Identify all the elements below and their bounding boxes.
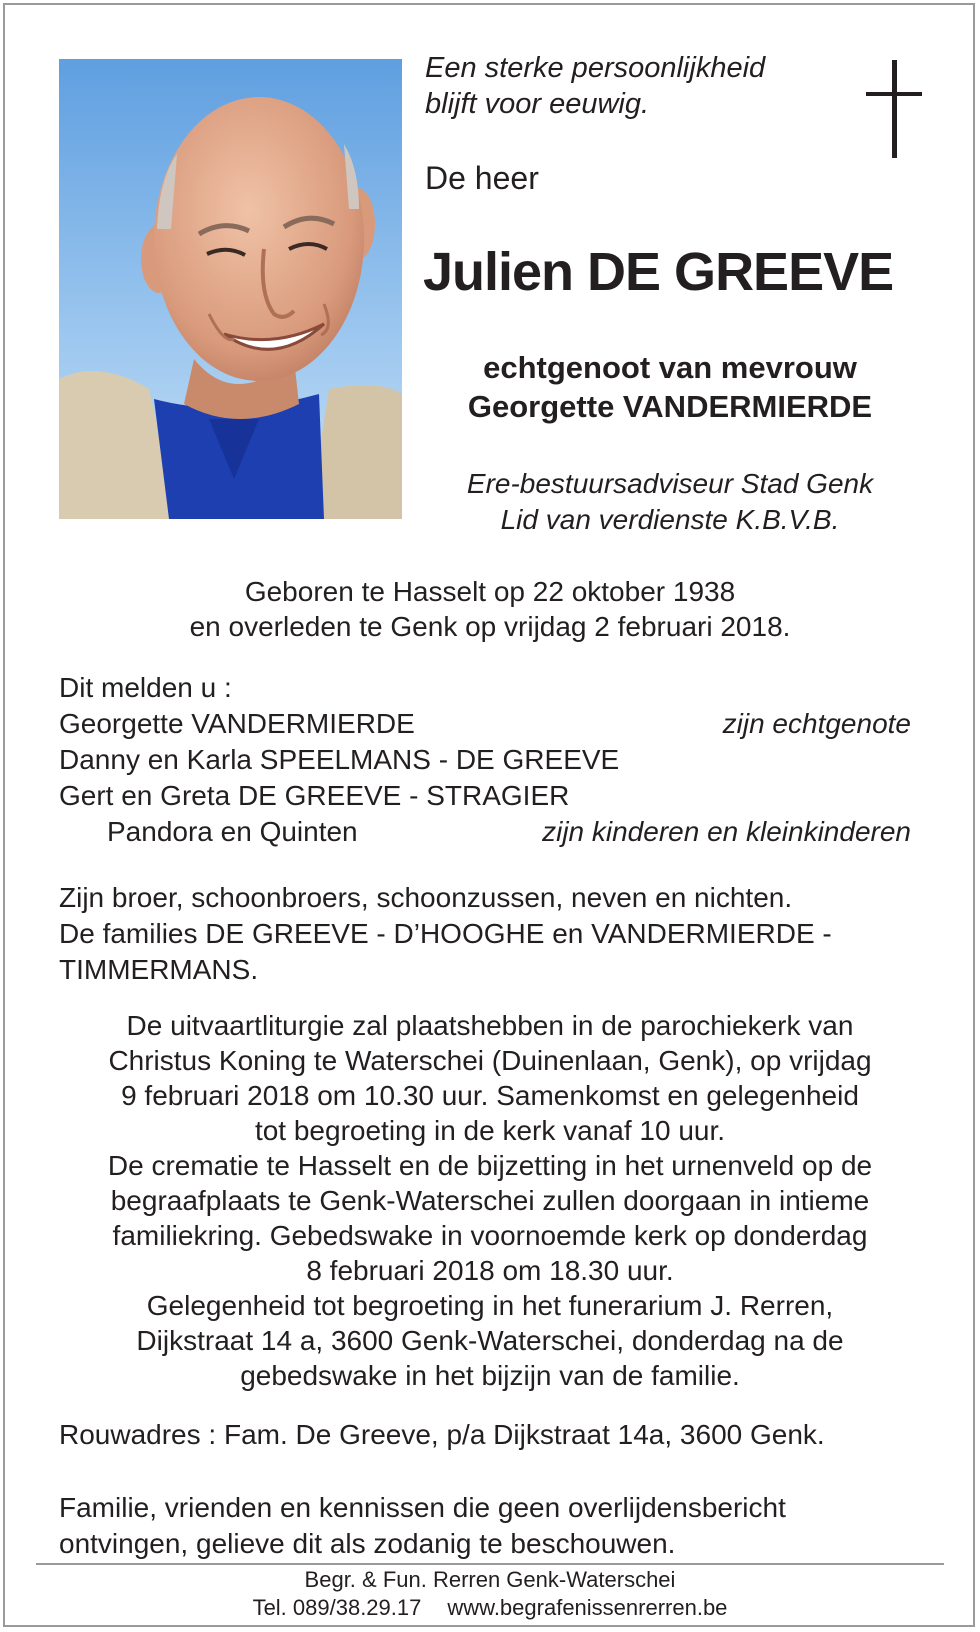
announcement-row xyxy=(59,742,911,778)
mourner-relation: zijn echtgenote xyxy=(722,708,911,739)
ceremony-line: De uitvaartliturgie zal plaatshebben in de parochiekerk van xyxy=(126,1010,854,1041)
ceremony-line: Christus Koning te Waterschei (Duinenlaan, Genk), op vrijdag xyxy=(108,1045,872,1076)
quote-line: Een sterke persoonlijkheid xyxy=(425,52,766,84)
honor-line: Lid van verdienste K.B.V.B. xyxy=(500,504,840,535)
family-line: De families DE GREEVE - D’HOOGHE en VANDERMIERDE - xyxy=(59,918,832,949)
funeral-home-name: Begr. & Fun. Rerren Genk-Waterschei xyxy=(304,1567,676,1592)
funeral-home-footer xyxy=(40,1566,940,1622)
cross-icon xyxy=(866,60,922,160)
honors xyxy=(420,466,920,538)
announcement-intro xyxy=(59,670,911,706)
birth-line: Geboren te Hasselt op 22 oktober 1938 xyxy=(244,576,736,607)
portrait-photo xyxy=(59,59,402,519)
family-line: TIMMERMANS. xyxy=(59,954,259,985)
birth-death-info xyxy=(40,574,940,644)
ceremony-details xyxy=(40,1008,940,1393)
ceremony-line: gebedswake in het bijzijn van de familie. xyxy=(240,1360,740,1391)
announcement xyxy=(59,670,911,850)
mourner-name: Pandora en Quinten xyxy=(107,816,358,847)
footer-divider xyxy=(36,1563,944,1565)
deceased-name: Julien DE GREEVE xyxy=(423,242,894,302)
ceremony-line: familiekring. Gebedswake in voornoemde kerk op donderdag xyxy=(112,1220,868,1251)
death-line: en overleden te Genk op vrijdag 2 februari 2018. xyxy=(189,611,791,642)
mourner-name: Danny en Karla SPEELMANS - DE GREEVE xyxy=(59,744,620,775)
spouse-info xyxy=(420,348,920,426)
closing-note xyxy=(59,1490,786,1562)
spouse-line: echtgenoot van mevrouw xyxy=(483,350,857,385)
honor-line: Ere-bestuursadviseur Stad Genk xyxy=(466,468,874,499)
quote-line: blijft voor eeuwig. xyxy=(425,88,650,120)
ceremony-line: Gelegenheid tot begroeting in het funerarium J. Rerren, xyxy=(146,1290,834,1321)
closing-line: Familie, vrienden en kennissen die geen overlijdensbericht xyxy=(59,1492,786,1523)
memorial-quote xyxy=(425,50,765,122)
mourner-name: Gert en Greta DE GREEVE - STRAGIER xyxy=(59,780,570,811)
mourner-relation: zijn kinderen en kleinkinderen xyxy=(542,816,911,847)
funeral-home-contact xyxy=(40,1594,940,1622)
spouse-line: Georgette VANDERMIERDE xyxy=(467,389,873,424)
extended-family xyxy=(59,880,919,988)
ceremony-line: begraafplaats te Genk-Waterschei zullen doorgaan in intieme xyxy=(110,1185,870,1216)
ceremony-line: 8 februari 2018 om 18.30 uur. xyxy=(306,1255,674,1286)
funeral-home-website[interactable]: www.begrafenissenrerren.be xyxy=(447,1595,728,1620)
announcement-row xyxy=(59,706,911,742)
mourner-name: Georgette VANDERMIERDE xyxy=(59,708,415,739)
ceremony-line: tot begroeting in de kerk vanaf 10 uur. xyxy=(254,1115,726,1146)
ceremony-line: De crematie te Hasselt en de bijzetting in het urnenveld op de xyxy=(107,1150,873,1181)
family-line: Zijn broer, schoonbroers, schoonzussen, neven en nichten. xyxy=(59,882,793,913)
announcement-intro-text: Dit melden u : xyxy=(59,672,232,703)
closing-line: ontvingen, gelieve dit als zodanig te beschouwen. xyxy=(59,1528,676,1559)
funeral-home-phone: Tel. 089/38.29.17 xyxy=(252,1595,422,1620)
salutation: De heer xyxy=(425,160,539,196)
ceremony-line: 9 februari 2018 om 10.30 uur. Samenkomst en gelegenheid xyxy=(121,1080,859,1111)
announcement-row xyxy=(59,814,911,850)
ceremony-line: Dijkstraat 14 a, 3600 Genk-Waterschei, donderdag na de xyxy=(136,1325,844,1356)
mourning-address: Rouwadres : Fam. De Greeve, p/a Dijkstraat 14a, 3600 Genk. xyxy=(59,1419,825,1450)
announcement-row xyxy=(59,778,911,814)
